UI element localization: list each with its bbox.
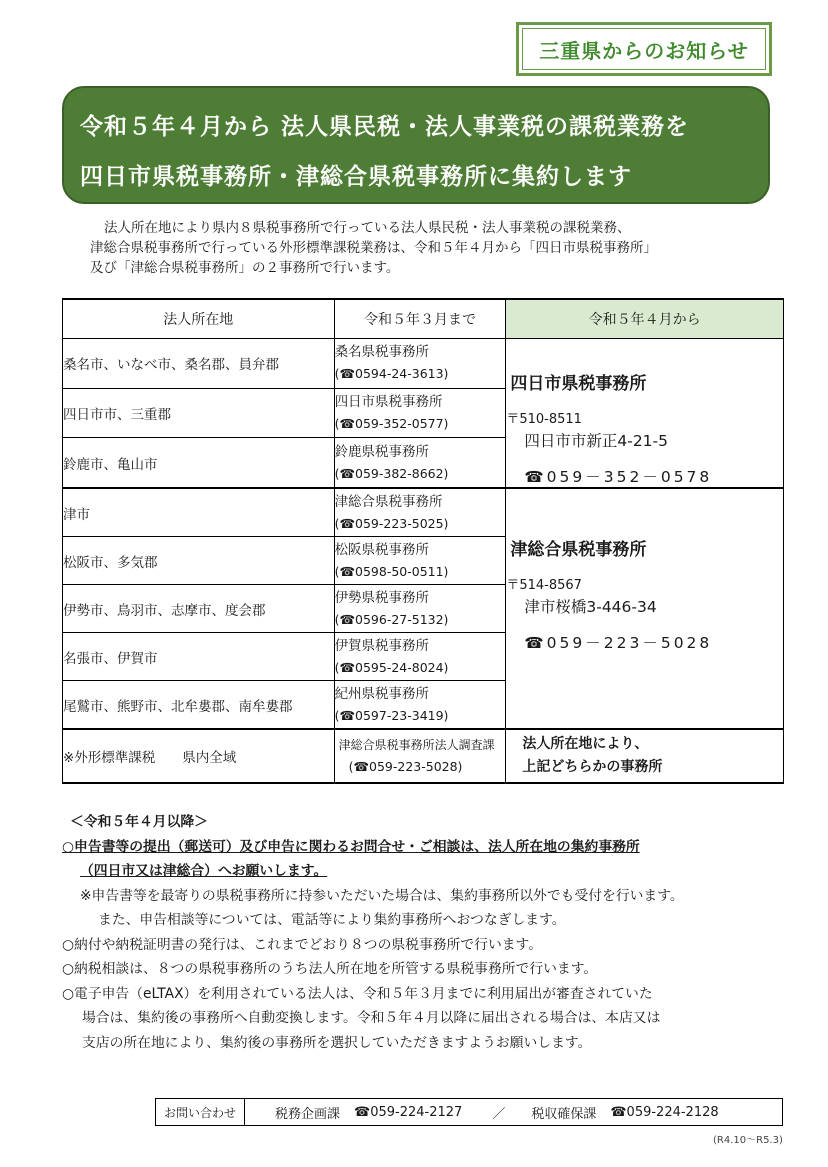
note-line-2: また、申告相談等については、電話等により集約事務所へおつなぎします。 [98, 912, 566, 928]
office-name: 松阪県税事務所 [334, 541, 430, 558]
contact-dept-2: 税収確保課 [531, 1106, 597, 1122]
office-name: 伊勢県税事務所 [334, 589, 430, 606]
area-cell: ※外形標準課税 県内全域 [63, 729, 335, 783]
notice-label: 三重県からのお知らせ [522, 28, 766, 70]
header-from-april: 令和５年４月から [506, 299, 784, 339]
new-office-address: 津市桜橋3-446-34 [524, 598, 657, 616]
bullet-eltax-3: 支店の所在地により、集約後の事務所を選択していただきますようお願いします。 [82, 1034, 592, 1051]
office-name: 桑名県税事務所 [334, 344, 430, 361]
office-cell [334, 537, 506, 585]
bullet-eltax-2: 場合は、集約後の事務所へ自動変換します。令和５年４月以降に届出される場合は、本店又は [82, 1010, 661, 1026]
office-name: 鈴鹿県税事務所 [334, 443, 430, 460]
new-office-name: 四日市県税事務所 [510, 374, 647, 394]
new-office-address: 四日市市新正4-21-5 [524, 432, 668, 450]
contact-tel-1: ☎059-224-2127 [354, 1104, 463, 1120]
area-cell: 津市 [63, 488, 335, 537]
area-cell: 尾鷲市、熊野市、北牟婁郡、南牟婁郡 [63, 681, 335, 730]
bullet-payment: ○納付や納税証明書の発行は、これまでどおり８つの県税事務所で行います。 [62, 936, 543, 953]
intro-line-3: 及び「津総合県税事務所」の２事務所で行います。 [90, 260, 400, 276]
new-office-yokkaichi [506, 339, 784, 489]
area-cell: 桑名市、いなべ市、桑名郡、員弁郡 [63, 339, 335, 389]
submission-notice-1: ○申告書等の提出（郵送可）及び申告に関わるお問合せ・ご相談は、法人所在地の集約事務所 [62, 838, 640, 855]
either-office-line-2: 上記どちらかの事務所 [522, 759, 663, 775]
contact-box [155, 1098, 783, 1126]
office-phone: (☎0595-24-8024) [334, 659, 449, 675]
table-row [63, 339, 784, 389]
after-april-section [62, 810, 802, 1055]
office-phone: (☎0597-23-3419) [334, 707, 449, 723]
either-office-cell [506, 729, 784, 783]
office-phone: (☎0598-50-0511) [334, 563, 449, 579]
office-cell [334, 585, 506, 633]
area-cell: 鈴鹿市、亀山市 [63, 438, 335, 488]
area-cell: 松阪市、多気郡 [63, 537, 335, 585]
table-row [63, 729, 784, 783]
office-cell [334, 339, 506, 389]
contact-label: お問い合わせ [156, 1099, 245, 1125]
section-heading: ＜令和５年４月以降＞ [70, 814, 208, 830]
area-cell: 伊勢市、鳥羽市、志摩市、度会郡 [63, 585, 335, 633]
office-phone: (☎059-352-0577) [334, 415, 449, 431]
footnote: (R4.10～R5.3) [713, 1135, 783, 1146]
submission-notice-2: （四日市又は津総合）へお願いします。 [80, 863, 328, 879]
new-office-tel: ☎059－352－0578 [524, 468, 713, 486]
either-office-line-1: 法人所在地により、 [522, 736, 649, 752]
notice-box [516, 22, 772, 76]
office-cell [334, 633, 506, 681]
intro-line-1: 法人所在地により県内８県税事務所で行っている法人県民税・法人事業税の課税業務、 [104, 220, 631, 236]
contact-separator: ／ [492, 1106, 506, 1122]
new-office-zip: 〒514-8567 [506, 578, 582, 593]
office-phone: (☎0596-27-5132) [334, 611, 449, 627]
contact-dept-1: 税務企画課 [275, 1106, 341, 1122]
bullet-eltax-1: ○電子申告（eLTAX）を利用されている法人は、令和５年３月までに利用届出が審査されていた [62, 985, 653, 1002]
office-phone: (☎059-223-5028) [348, 759, 463, 774]
office-cell [334, 729, 506, 783]
office-name: 津総合県税事務所法人調査課 [338, 738, 495, 752]
office-table [62, 298, 784, 784]
area-cell: 四日市市、三重郡 [63, 388, 335, 438]
office-name: 四日市県税事務所 [334, 393, 443, 410]
office-phone: (☎059-223-5025) [334, 515, 449, 531]
title-line-1: 令和５年４月から 法人県民税・法人事業税の課税業務を [80, 114, 690, 140]
intro-paragraph [90, 218, 770, 278]
office-name: 伊賀県税事務所 [334, 637, 430, 654]
office-name: 津総合県税事務所 [334, 493, 443, 510]
office-phone: (☎059-382-8662) [334, 465, 449, 481]
header-until-march: 令和５年３月まで [334, 299, 506, 339]
office-cell [334, 681, 506, 730]
office-cell [334, 488, 506, 537]
office-cell [334, 438, 506, 488]
intro-line-2: 津総合県税事務所で行っている外形標準課税業務は、令和５年４月から「四日市県税事務所」 [90, 240, 657, 256]
bullet-consultation: ○納税相談は、８つの県税事務所のうち法人所在地を所管する県税事務所で行います。 [62, 961, 598, 977]
office-cell [334, 388, 506, 438]
office-phone: (☎0594-24-3613) [334, 366, 449, 382]
new-office-name: 津総合県税事務所 [510, 540, 647, 560]
area-cell: 名張市、伊賀市 [63, 633, 335, 681]
office-name: 紀州県税事務所 [334, 685, 430, 702]
contact-tel-2: ☎059-224-2128 [610, 1104, 719, 1120]
new-office-tsu [506, 488, 784, 729]
title-line-2: 四日市県税事務所・津総合県税事務所に集約します [80, 164, 632, 190]
header-location: 法人所在地 [63, 299, 335, 339]
note-line-1: ※申告書等を最寄りの県税事務所に持参いただいた場合は、集約事務所以外でも受付を行います。 [80, 887, 684, 904]
title-banner [62, 86, 770, 204]
new-office-zip: 〒510-8511 [506, 412, 582, 427]
new-office-tel: ☎059－223－5028 [524, 634, 713, 652]
table-row [63, 488, 784, 537]
